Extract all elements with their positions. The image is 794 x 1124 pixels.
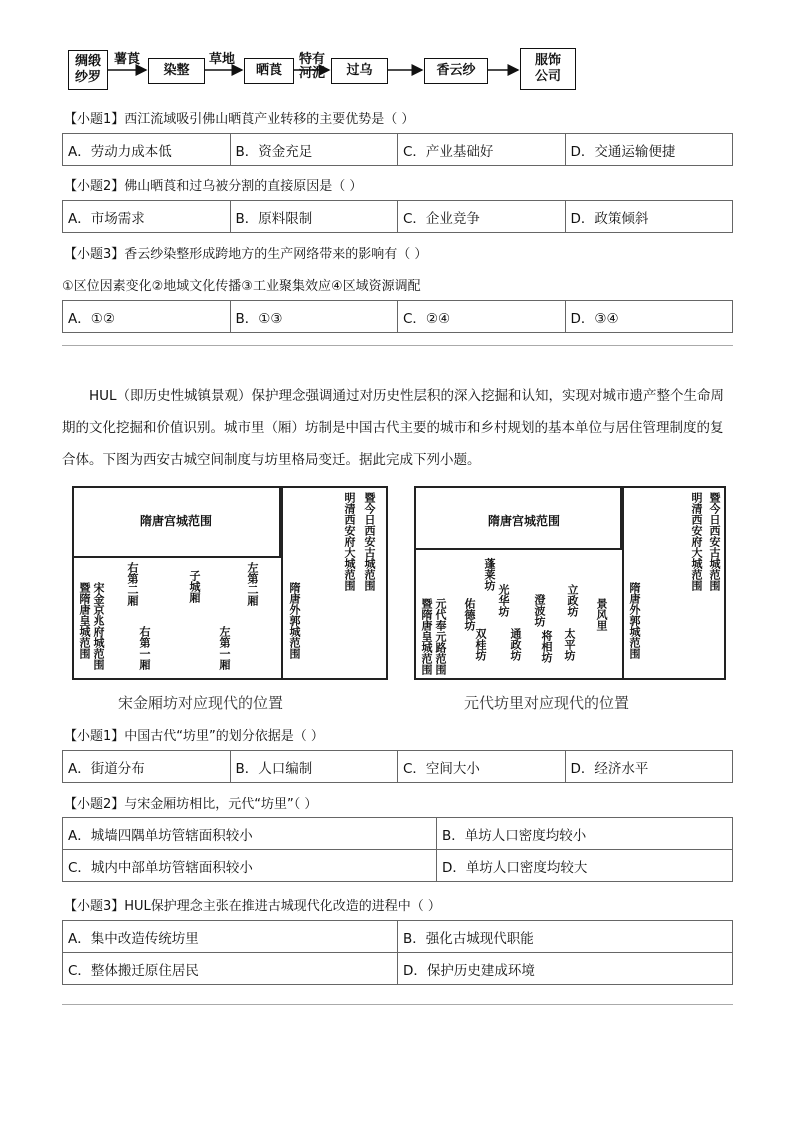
map-right-palace-title: 隋唐宫城范围 (488, 514, 561, 528)
set1-q1-option-a[interactable]: A．劳动力成本低 (63, 134, 231, 166)
flow-box-sunning: 晒莨 (244, 58, 294, 84)
set2-question-3: 【小题3】HUL保护理念主张在推进古城现代化改造的进程中（ ） (64, 899, 441, 914)
set2-question-1: 【小题1】中国古代“坊里”的划分依据是（ ） (64, 729, 324, 744)
set1-q2-options (62, 200, 733, 233)
flow-box-silk: 绸缎纱罗 (68, 50, 108, 90)
divider (62, 345, 733, 346)
map-left-palace-title: 隋唐宫城范围 (140, 514, 213, 528)
set1-q3-option-a[interactable]: A．①② (63, 301, 231, 333)
set1-q3-items: ①区位因素变化②地域文化传播③工业聚集效应④区域资源调配 (62, 279, 421, 294)
map-left-ward: 右第一厢 (138, 626, 151, 670)
map-right-ward: 澄波坊 (533, 594, 546, 627)
set2-q1-options (62, 750, 733, 783)
map-left-ward: 左第二厢 (246, 562, 259, 606)
map-right-ward: 光华坊 (497, 584, 510, 617)
flow-box-xiangyunsha: 香云纱 (424, 58, 488, 84)
set1-question-2: 【小题2】佛山晒莨和过乌被分割的直接原因是（ ） (64, 179, 363, 194)
flow-box-dyeing: 染整 (148, 58, 205, 84)
set2-q3-option-b[interactable]: B．强化古城现代职能 (398, 921, 733, 953)
map-right-caption: 元代坊里对应现代的位置 (464, 694, 630, 712)
set2-q3-option-a[interactable]: A．集中改造传统坊里 (63, 921, 398, 953)
map-right-ward: 通政坊 (509, 628, 522, 661)
map-right-imperial-label: 暨隋唐皇城范围 (420, 598, 433, 675)
divider (62, 1004, 733, 1005)
set1-q2-option-a[interactable]: A．市场需求 (63, 201, 231, 233)
flow-box-guowu: 过乌 (331, 58, 388, 84)
map-right-ward: 太平坊 (563, 628, 576, 661)
set1-q3-option-b[interactable]: B．①③ (230, 301, 398, 333)
set1-q3-option-c[interactable]: C．②④ (398, 301, 566, 333)
set2-q1-option-a[interactable]: A．街道分布 (63, 751, 231, 783)
map-left-caption: 宋金厢坊对应现代的位置 (118, 694, 284, 712)
map-right-modern-label: 暨今日西安古城范围 (708, 492, 721, 591)
map-right-ward: 双桂坊 (474, 628, 487, 661)
set1-q2-option-d[interactable]: D．政策倾斜 (565, 201, 733, 233)
passage: HUL（即历史性城镇景观）保护理念强调通过对历史性层积的深入挖掘和认知，实现对城市遗产整个生命周期的文化挖掘和价值识别。城市里（厢）坊制是中国古代主要的城市和乡村规划的基本单位与居住管理制度的复合体。下图为西安古城空间制度与坊里格局变迁。据此完成下列小题。 (62, 388, 725, 468)
flowchart-arrows (0, 0, 794, 100)
map-right-ming-label: 明清西安府大城范围 (690, 492, 703, 591)
flow-label-river-mud: 特有河泥 (298, 52, 325, 81)
set2-q3-option-d[interactable]: D．保护历史建成环境 (398, 953, 733, 985)
set2-q2-option-a[interactable]: A．城墙四隅单坊管辖面积较小 (63, 818, 437, 850)
set1-q2-option-b[interactable]: B．原料限制 (230, 201, 398, 233)
set2-q3-option-c[interactable]: C．整体搬迁原住居民 (63, 953, 398, 985)
map-left-ming-label: 明清西安府大城范围 (343, 492, 356, 591)
map-left-ward: 左第一厢 (218, 626, 231, 670)
map-left-ward: 右第二厢 (126, 562, 139, 606)
map-right-ward: 景风里 (595, 598, 608, 631)
flow-box-fashion-company: 服饰公司 (520, 48, 576, 90)
map-left-jingzhao-label: 宋金京兆府城范围 (92, 582, 105, 670)
map-left-modern-label: 暨今日西安古城范围 (363, 492, 376, 591)
flow-label-shuliang: 薯莨 (113, 52, 140, 67)
map-right-ward: 将相坊 (540, 630, 553, 663)
set1-question-1: 【小题1】西江流域吸引佛山晒莨产业转移的主要优势是（ ） (64, 112, 415, 127)
set1-q1-option-d[interactable]: D．交通运输便捷 (565, 134, 733, 166)
set2-q1-option-c[interactable]: C．空间大小 (398, 751, 566, 783)
set2-question-2: 【小题2】与宋金厢坊相比，元代“坊里”（ ） (64, 797, 318, 812)
map-left-imperial-label: 暨隋唐皇城范围 (78, 582, 91, 659)
set1-q1-option-c[interactable]: C．产业基础好 (398, 134, 566, 166)
flow-label-grass: 草地 (208, 52, 235, 67)
set2-q2-option-b[interactable]: B．单坊人口密度均较小 (437, 818, 733, 850)
set2-q2-option-d[interactable]: D．单坊人口密度均较大 (437, 850, 733, 882)
map-right-ward: 立政坊 (566, 584, 579, 617)
set2-q1-option-d[interactable]: D．经济水平 (565, 751, 733, 783)
map-right-outer-label: 隋唐外郭城范围 (628, 582, 641, 659)
map-right-ward: 佑德坊 (463, 598, 476, 631)
set1-q2-option-c[interactable]: C．企业竞争 (398, 201, 566, 233)
set2-q1-option-b[interactable]: B．人口编制 (230, 751, 398, 783)
set2-q2-option-c[interactable]: C．城内中部单坊管辖面积较小 (63, 850, 437, 882)
set2-q2-options (62, 817, 733, 882)
set1-q3-options (62, 300, 733, 333)
set1-q1-options (62, 133, 733, 166)
map-right-yuan-label: 元代奉元路范围 (434, 598, 447, 675)
map-left-outer-label: 隋唐外郭城范围 (288, 582, 301, 659)
set2-q3-options (62, 920, 733, 985)
set1-question-3: 【小题3】香云纱染整形成跨地方的生产网络带来的影响有（ ） (64, 247, 428, 262)
map-left-ward: 子城厢 (188, 570, 201, 603)
set1-q1-option-b[interactable]: B．资金充足 (230, 134, 398, 166)
set1-q3-option-d[interactable]: D．③④ (565, 301, 733, 333)
map-right-ward: 蓬莱坊 (483, 558, 496, 591)
